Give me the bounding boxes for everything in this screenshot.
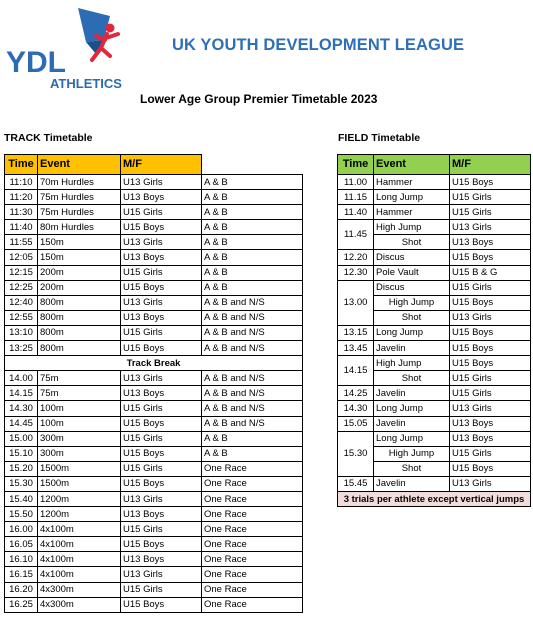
- track-heading: TRACK Timetable: [4, 132, 93, 144]
- field-age-group: U15 Girls: [450, 446, 531, 461]
- field-time: 15.45: [338, 476, 374, 491]
- track-event: 200m: [38, 265, 121, 280]
- field-age-group: U13 Boys: [450, 235, 531, 250]
- track-time: 15.10: [5, 446, 38, 461]
- track-time: 11:20: [5, 190, 38, 205]
- track-age-group: U15 Boys: [121, 220, 202, 235]
- field-age-group: U13 Girls: [450, 401, 531, 416]
- track-event: 80m Hurdles: [38, 220, 121, 235]
- field-row: [338, 250, 531, 265]
- track-race-format: A & B: [202, 250, 303, 265]
- field-age-group: U15 Boys: [450, 341, 531, 356]
- field-row: [338, 386, 531, 401]
- track-race-format: A & B: [202, 235, 303, 250]
- field-event: Shot: [374, 461, 450, 476]
- track-age-group: U15 Girls: [121, 431, 202, 446]
- field-row: [338, 280, 531, 295]
- field-row: [338, 431, 531, 446]
- field-time: 11.00: [338, 175, 374, 190]
- track-race-format: One Race: [202, 552, 303, 567]
- track-row: [5, 567, 303, 582]
- field-event: Hammer: [374, 205, 450, 220]
- field-age-group: U15 B & G: [450, 265, 531, 280]
- field-time: 12.20: [338, 250, 374, 265]
- track-event: 300m: [38, 431, 121, 446]
- track-event: 150m: [38, 235, 121, 250]
- track-race-format: One Race: [202, 461, 303, 476]
- track-time: 11:10: [5, 175, 38, 190]
- field-trials-note: 3 trials per athlete except vertical jumps: [338, 491, 531, 506]
- track-row: [5, 235, 303, 250]
- track-time: 15.40: [5, 491, 38, 506]
- track-time: 14.15: [5, 386, 38, 401]
- track-row: [5, 371, 303, 386]
- field-age-group: U15 Boys: [450, 325, 531, 340]
- field-age-group: U15 Boys: [450, 295, 531, 310]
- field-time: 13.00: [338, 280, 374, 325]
- track-race-format: A & B and N/S: [202, 310, 303, 325]
- field-event: Long Jump: [374, 190, 450, 205]
- ydl-athletics-logo: [6, 6, 144, 90]
- track-age-group: U15 Girls: [121, 582, 202, 597]
- field-row: [338, 356, 531, 371]
- field-row: [338, 401, 531, 416]
- track-time: 11:40: [5, 220, 38, 235]
- track-col-mf: M/F: [121, 155, 202, 175]
- field-age-group: U15 Boys: [450, 250, 531, 265]
- track-time: 15.20: [5, 461, 38, 476]
- track-event: 800m: [38, 295, 121, 310]
- field-time: 14.30: [338, 401, 374, 416]
- track-event: 4x100m: [38, 552, 121, 567]
- track-row: [5, 295, 303, 310]
- track-time: 15.50: [5, 507, 38, 522]
- field-age-group: U15 Boys: [450, 175, 531, 190]
- field-event: Javelin: [374, 416, 450, 431]
- track-race-format: One Race: [202, 567, 303, 582]
- field-age-group: U15 Girls: [450, 205, 531, 220]
- track-age-group: U13 Girls: [121, 175, 202, 190]
- track-event: 800m: [38, 310, 121, 325]
- track-row: [5, 280, 303, 295]
- track-age-group: U13 Girls: [121, 235, 202, 250]
- track-race-format: One Race: [202, 582, 303, 597]
- track-break-label: Track Break: [5, 356, 303, 371]
- track-event: 100m: [38, 416, 121, 431]
- field-age-group: U13 Girls: [450, 476, 531, 491]
- track-race-format: A & B and N/S: [202, 386, 303, 401]
- track-timetable: [4, 154, 303, 613]
- field-event: Discus: [374, 250, 450, 265]
- track-age-group: U15 Girls: [121, 401, 202, 416]
- field-event: Long Jump: [374, 431, 450, 446]
- track-age-group: U13 Boys: [121, 250, 202, 265]
- track-time: 16.15: [5, 567, 38, 582]
- field-age-group: U13 Girls: [450, 310, 531, 325]
- field-col-event: Event: [374, 155, 450, 175]
- field-timetable: [337, 154, 531, 507]
- field-event: Javelin: [374, 341, 450, 356]
- track-event: 1500m: [38, 476, 121, 491]
- track-time: 12:05: [5, 250, 38, 265]
- field-time: 14.15: [338, 356, 374, 386]
- field-age-group: U15 Girls: [450, 386, 531, 401]
- track-row: [5, 507, 303, 522]
- track-age-group: U13 Boys: [121, 310, 202, 325]
- field-event: Shot: [374, 235, 450, 250]
- track-row: [5, 461, 303, 476]
- track-age-group: U15 Boys: [121, 597, 202, 612]
- track-race-format: A & B: [202, 205, 303, 220]
- track-time: 16.00: [5, 522, 38, 537]
- track-header-row: [5, 155, 303, 175]
- field-age-group: U15 Girls: [450, 280, 531, 295]
- track-age-group: U15 Boys: [121, 446, 202, 461]
- track-age-group: U13 Girls: [121, 371, 202, 386]
- field-time: 11.40: [338, 205, 374, 220]
- track-event: 1200m: [38, 491, 121, 506]
- track-age-group: U15 Girls: [121, 205, 202, 220]
- track-race-format: One Race: [202, 507, 303, 522]
- track-race-format: A & B and N/S: [202, 416, 303, 431]
- track-time: 11:30: [5, 205, 38, 220]
- field-row: [338, 175, 531, 190]
- field-col-time: Time: [338, 155, 374, 175]
- field-time: 14.25: [338, 386, 374, 401]
- field-time: 15.30: [338, 431, 374, 476]
- field-row: [338, 476, 531, 491]
- field-age-group: U15 Boys: [450, 461, 531, 476]
- field-time: 15.05: [338, 416, 374, 431]
- field-row: [338, 325, 531, 340]
- track-time: 13:10: [5, 325, 38, 340]
- track-row: [5, 310, 303, 325]
- track-row: [5, 401, 303, 416]
- track-col-notes: [202, 155, 303, 175]
- track-row: [5, 416, 303, 431]
- field-time: 12.30: [338, 265, 374, 280]
- track-event: 4x300m: [38, 597, 121, 612]
- track-race-format: One Race: [202, 537, 303, 552]
- track-event: 75m Hurdles: [38, 190, 121, 205]
- field-event: High Jump: [374, 295, 450, 310]
- track-event: 75m Hurdles: [38, 205, 121, 220]
- track-event: 100m: [38, 401, 121, 416]
- track-age-group: U15 Boys: [121, 416, 202, 431]
- track-age-group: U13 Girls: [121, 567, 202, 582]
- field-event: High Jump: [374, 356, 450, 371]
- track-event: 1500m: [38, 461, 121, 476]
- field-note-row: [338, 491, 531, 506]
- track-time: 16.05: [5, 537, 38, 552]
- track-race-format: A & B and N/S: [202, 401, 303, 416]
- track-race-format: A & B: [202, 265, 303, 280]
- track-row: [5, 537, 303, 552]
- logo-letters: YDL: [6, 46, 66, 79]
- track-event: 200m: [38, 280, 121, 295]
- field-col-mf: M/F: [450, 155, 531, 175]
- track-row: [5, 522, 303, 537]
- track-age-group: U13 Boys: [121, 190, 202, 205]
- track-race-format: A & B: [202, 175, 303, 190]
- track-row: [5, 190, 303, 205]
- track-time: 16.25: [5, 597, 38, 612]
- track-event: 4x100m: [38, 537, 121, 552]
- track-time: 12:15: [5, 265, 38, 280]
- track-age-group: U15 Girls: [121, 522, 202, 537]
- track-age-group: U15 Boys: [121, 341, 202, 356]
- field-time: 11.45: [338, 220, 374, 250]
- field-event: Javelin: [374, 476, 450, 491]
- track-time: 12:55: [5, 310, 38, 325]
- track-break-row: [5, 356, 303, 371]
- field-heading: FIELD Timetable: [338, 132, 421, 144]
- track-row: [5, 431, 303, 446]
- track-race-format: One Race: [202, 597, 303, 612]
- track-event: 75m: [38, 386, 121, 401]
- track-row: [5, 341, 303, 356]
- track-age-group: U13 Girls: [121, 295, 202, 310]
- track-age-group: U13 Girls: [121, 491, 202, 506]
- track-age-group: U13 Boys: [121, 552, 202, 567]
- field-time: 13.15: [338, 325, 374, 340]
- track-event: 75m: [38, 371, 121, 386]
- track-time: 14.30: [5, 401, 38, 416]
- field-age-group: U15 Girls: [450, 190, 531, 205]
- track-time: 11:55: [5, 235, 38, 250]
- track-row: [5, 386, 303, 401]
- field-row: [338, 341, 531, 356]
- league-title: UK YOUTH DEVELOPMENT LEAGUE: [172, 36, 465, 54]
- track-row: [5, 265, 303, 280]
- track-row: [5, 491, 303, 506]
- field-header-row: [338, 155, 531, 175]
- field-age-group: U13 Girls: [450, 220, 531, 235]
- track-race-format: One Race: [202, 476, 303, 491]
- track-race-format: A & B and N/S: [202, 371, 303, 386]
- track-race-format: A & B: [202, 280, 303, 295]
- track-row: [5, 597, 303, 612]
- field-age-group: U13 Boys: [450, 431, 531, 446]
- track-race-format: A & B: [202, 190, 303, 205]
- field-age-group: U15 Boys: [450, 356, 531, 371]
- track-age-group: U15 Boys: [121, 537, 202, 552]
- field-time: 13.45: [338, 341, 374, 356]
- field-event: Hammer: [374, 175, 450, 190]
- track-time: 14.00: [5, 371, 38, 386]
- track-race-format: A & B: [202, 446, 303, 461]
- field-row: [338, 220, 531, 235]
- logo-subtext: ATHLETICS: [50, 76, 122, 90]
- track-time: 15.00: [5, 431, 38, 446]
- field-age-group: U15 Girls: [450, 371, 531, 386]
- track-event: 800m: [38, 325, 121, 340]
- field-event: High Jump: [374, 446, 450, 461]
- field-time: 11.15: [338, 190, 374, 205]
- track-time: 16.20: [5, 582, 38, 597]
- track-age-group: U15 Boys: [121, 476, 202, 491]
- track-age-group: U15 Boys: [121, 280, 202, 295]
- field-row: [338, 205, 531, 220]
- track-race-format: A & B and N/S: [202, 295, 303, 310]
- track-event: 70m Hurdles: [38, 175, 121, 190]
- field-age-group: U13 Boys: [450, 416, 531, 431]
- field-event: Javelin: [374, 386, 450, 401]
- track-race-format: One Race: [202, 522, 303, 537]
- field-event: Long Jump: [374, 401, 450, 416]
- field-event: High Jump: [374, 220, 450, 235]
- field-event: Discus: [374, 280, 450, 295]
- track-event: 150m: [38, 250, 121, 265]
- track-event: 1200m: [38, 507, 121, 522]
- track-event: 4x100m: [38, 567, 121, 582]
- track-time: 12:40: [5, 295, 38, 310]
- track-race-format: A & B and N/S: [202, 325, 303, 340]
- track-time: 15.30: [5, 476, 38, 491]
- track-row: [5, 552, 303, 567]
- track-col-time: Time: [5, 155, 38, 175]
- field-event: Pole Vault: [374, 265, 450, 280]
- field-event: Long Jump: [374, 325, 450, 340]
- track-race-format: A & B: [202, 431, 303, 446]
- track-row: [5, 175, 303, 190]
- track-row: [5, 205, 303, 220]
- track-event: 300m: [38, 446, 121, 461]
- track-age-group: U15 Girls: [121, 461, 202, 476]
- track-row: [5, 582, 303, 597]
- field-row: [338, 416, 531, 431]
- track-time: 14.45: [5, 416, 38, 431]
- track-col-event: Event: [38, 155, 121, 175]
- track-row: [5, 220, 303, 235]
- track-race-format: A & B and N/S: [202, 341, 303, 356]
- track-time: 13:25: [5, 341, 38, 356]
- track-age-group: U15 Girls: [121, 325, 202, 340]
- track-event: 4x100m: [38, 522, 121, 537]
- track-row: [5, 250, 303, 265]
- track-row: [5, 325, 303, 340]
- track-race-format: A & B: [202, 220, 303, 235]
- track-race-format: One Race: [202, 491, 303, 506]
- track-row: [5, 446, 303, 461]
- track-row: [5, 476, 303, 491]
- track-event: 800m: [38, 341, 121, 356]
- field-row: [338, 190, 531, 205]
- track-time: 12:25: [5, 280, 38, 295]
- field-row: [338, 265, 531, 280]
- track-age-group: U13 Boys: [121, 507, 202, 522]
- field-event: Shot: [374, 310, 450, 325]
- track-time: 16.10: [5, 552, 38, 567]
- timetable-title: Lower Age Group Premier Timetable 2023: [140, 92, 378, 106]
- track-event: 4x300m: [38, 582, 121, 597]
- track-age-group: U13 Boys: [121, 386, 202, 401]
- track-age-group: U15 Girls: [121, 265, 202, 280]
- field-event: Shot: [374, 371, 450, 386]
